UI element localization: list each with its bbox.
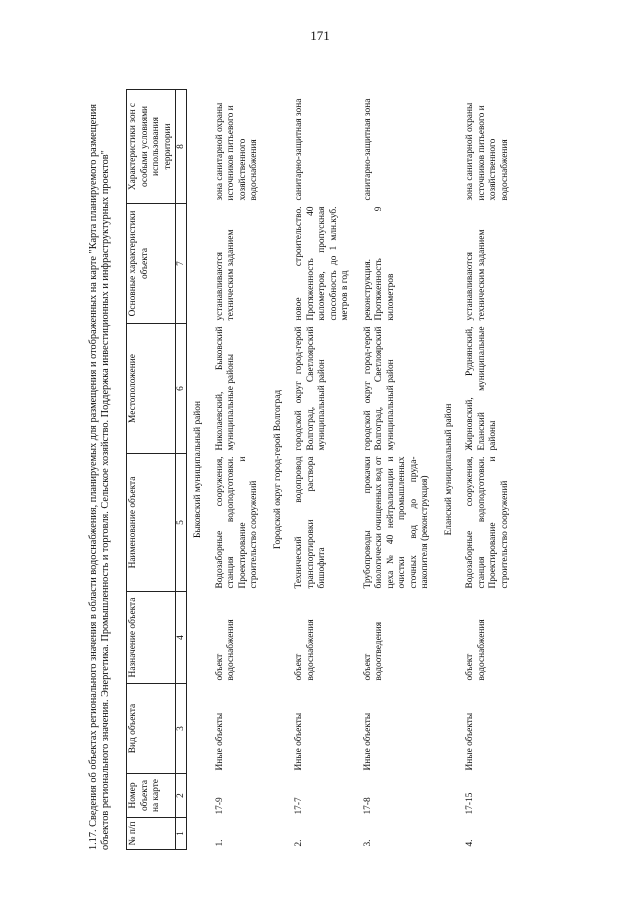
table-caption: 1.17. Сведения об объектах регионального значения в области водоснабжения, планируемых для размещения и отображенных на карте "Карта планируемого размещения объектов регионального значения. Энергетика. Промышленность и торговля. Сельское хозяйство. Поддержка инвестиционных и инфраструктурных проектов" [88,104,111,850]
table-row [358,90,438,850]
map-object-number: 17-7 [294,797,304,815]
row-number: 1. [214,839,225,847]
object-kind: Иные объекты [294,712,304,771]
object-name: Водозаборные сооружения, станция водоподготовки. Проектирование и строительство сооружений [465,456,510,589]
object-name: Технический водопровод транспортировки раствора бишофита [294,456,327,589]
object-purpose: объект водоотведения [362,621,384,681]
object-zones: санитарно-защитная зона [294,98,304,201]
group-heading-row [187,90,210,850]
object-zones: зона санитарной охраны источников питьевого и хозяйственного водоснабжения [214,102,259,201]
column-number: 2 [176,774,187,818]
object-location: Жирновский, Руднянский, Еланский муниципальные районы [465,326,498,451]
object-zones: зона санитарной охраны источников питьевого и хозяйственного водоснабжения [465,102,510,201]
object-purpose: объект водоснабжения [294,619,316,681]
table-row [289,90,358,850]
objects-table [126,89,517,850]
column-number: 3 [176,684,187,774]
object-location: городской округ город-герой Волгоград, Светлоярский муниципальный район [362,326,396,451]
object-kind: Иные объекты [465,712,475,771]
column-number: 4 [176,592,187,684]
table-row [460,90,517,850]
column-number: 5 [176,454,187,592]
header-cell: № п/п [127,818,176,850]
object-location: Николаевский, Быковский муниципальные районы [214,326,236,451]
column-number: 6 [176,324,187,454]
map-object-number: 17-9 [214,797,225,815]
column-number-row [176,90,187,850]
row-number: 2. [294,839,304,847]
header-cell: Назначение объекта [127,592,176,684]
header-cell: Местоположение [127,324,176,454]
rotated-page-content [88,70,628,850]
object-kind: Иные объекты [362,712,373,771]
object-characteristics: новое строительство. Протяженность 40 километров, пропускная способность до 1 млн.куб. метров в год [294,206,350,321]
column-number: 1 [176,818,187,850]
page-number: 171 [310,28,330,43]
object-characteristics: устанавливаются техническим заданием [214,229,236,321]
column-number: 7 [176,204,187,324]
object-name: Водозаборные сооружения, станция водоподготовки. Проектирование и строительство сооружений [214,456,259,589]
row-number: 4. [465,839,475,847]
table-row [210,90,267,850]
object-purpose: объект водоснабжения [465,619,487,681]
object-characteristics: устанавливаются техническим заданием [465,229,487,321]
district-heading: Городской округ город-герой Волгоград [272,389,283,550]
map-object-number: 17-8 [362,797,373,815]
group-heading-row [267,90,290,850]
header-cell: Наименование объекта [127,454,176,592]
district-heading: Быковский муниципальный район [193,400,203,539]
district-heading: Еланский муниципальный район [443,403,454,536]
object-location: городской округ город-герой Волгоград, Светлоярский муниципальный район [294,326,327,451]
object-purpose: объект водоснабжения [214,619,236,681]
group-heading-row [438,90,461,850]
header-cell: Вид объекта [127,684,176,774]
object-zones: санитарно-защитная зона [362,98,373,201]
column-number: 8 [176,90,187,204]
header-row [127,90,176,850]
header-cell: Характеристики зон с особыми условиями использования территории [127,90,176,204]
row-number: 3. [362,839,373,847]
header-cell: Номер объекта на карте [127,774,176,818]
object-name: Трубопроводы прокачки биологически очищенных вод от цеха № 40 нейтрализации и очистки промышленных сточных вод до пруда-накопителя (реконструкция) [362,456,430,589]
header-cell: Основные характеристики объекта [127,204,176,324]
map-object-number: 17-15 [465,792,475,815]
object-characteristics: реконструкция. Протяженность 9 километров [362,206,396,321]
object-kind: Иные объекты [214,712,225,771]
